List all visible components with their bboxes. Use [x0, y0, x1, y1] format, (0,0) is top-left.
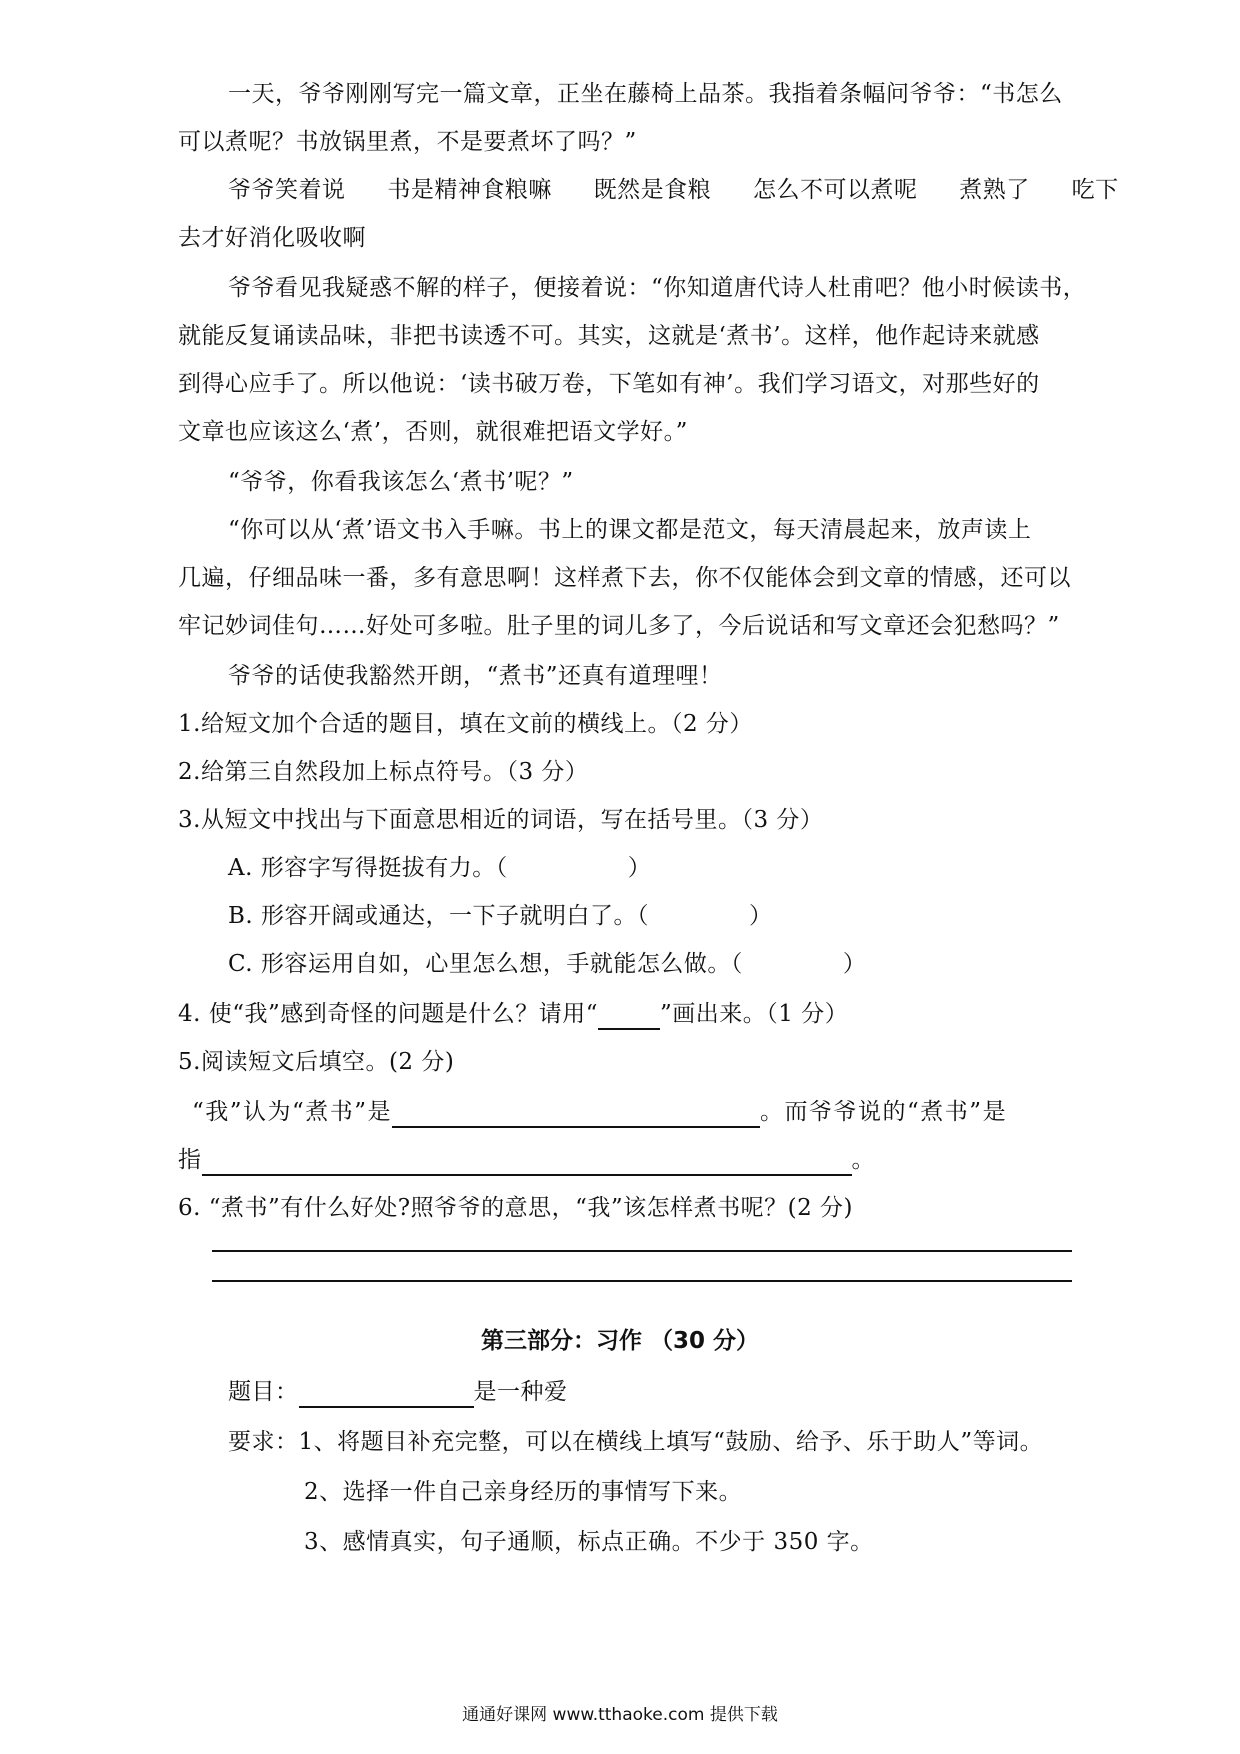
passage-line: 就能反复诵读品味，非把书读透不可。其实，这就是‘煮书’。这样，他作起诗来就感	[178, 323, 1040, 349]
question-text: 。而爷爷说的“煮书”是	[760, 1099, 1008, 1125]
requirement-3: 3、感情真实，句子通顺，标点正确。不少于 350 字。	[304, 1529, 874, 1555]
close-paren: ）	[842, 951, 867, 977]
topic-suffix: 是一种爱	[473, 1379, 568, 1405]
question-3b	[228, 900, 773, 932]
question-3c	[228, 948, 866, 980]
underline-mark	[598, 1002, 660, 1030]
passage-line: 可以煮呢？书放锅里煮，不是要煮坏了吗？”	[178, 129, 637, 155]
footer-watermark: 通通好课网 www.tthaoke.com 提供下载	[462, 1705, 778, 1725]
section-title: 第三部分：习作 （30 分）	[480, 1328, 760, 1354]
passage-line: “爷爷，你看我该怎么‘煮书’呢？”	[228, 469, 574, 495]
text-segment: 既然是食粮	[593, 177, 712, 203]
answer-line[interactable]	[212, 1250, 1072, 1252]
passage-line: 几遍，仔细品味一番，多有意思啊！这样煮下去，你不仅能体会到文章的情感，还可以	[178, 565, 1071, 591]
question-text: ”画出来。（1 分）	[660, 1001, 849, 1027]
passage-line: 文章也应该这么‘煮’，否则，就很难把语文学好。”	[178, 419, 688, 445]
passage-line: 爷爷的话使我豁然开朗，“煮书”还真有道理哩！	[228, 663, 723, 689]
text-segment: 怎么不可以煮呢	[752, 177, 918, 203]
topic-label: 题目：	[228, 1379, 299, 1405]
open-paren: （	[730, 951, 743, 977]
text-segment: 书是精神食粮嘛	[387, 177, 552, 203]
question-text: A. 形容字写得挺拔有力。	[228, 855, 496, 881]
question-text: 。	[851, 1147, 875, 1173]
question-text: C. 形容运用自如，心里怎么想，手就能怎么做。	[228, 951, 731, 977]
composition-topic	[228, 1376, 568, 1408]
passage-line-unpunctuated	[228, 174, 1119, 206]
passage-line: “你可以从‘煮’语文书入手嘛。书上的课文都是范文，每天清晨起来，放声读上	[228, 517, 1032, 543]
question-4	[178, 998, 848, 1030]
passage-line: 一天，爷爷刚刚写完一篇文章，正坐在藤椅上品茶。我指着条幅问爷爷：“书怎么	[228, 81, 1063, 107]
question-text: B. 形容开阔或通达，一下子就明白了。	[228, 903, 638, 929]
answer-line[interactable]	[212, 1280, 1072, 1282]
text-segment: 煮熟了	[959, 177, 1030, 203]
passage-line: 牢记妙词佳句……好处可多啦。肚子里的词儿多了，今后说话和写文章还会犯愁吗？”	[178, 613, 1060, 639]
text-segment: 爷爷笑着说	[228, 177, 346, 203]
question-text: “我”认为“煮书”是	[192, 1099, 393, 1125]
answer-blank[interactable]	[392, 1100, 760, 1128]
passage-line: 到得心应手了。所以他说：‘读书破万卷，下笔如有神’。我们学习语文，对那些好的	[178, 371, 1040, 397]
question-3a	[228, 852, 651, 884]
question-1: 1.给短文加个合适的题目，填在文前的横线上。（2 分）	[178, 711, 753, 737]
question-3: 3.从短文中找出与下面意思相近的词语，写在括号里。（3 分）	[178, 807, 824, 833]
answer-blank[interactable]	[202, 1148, 852, 1176]
text-segment: 吃下	[1071, 177, 1119, 203]
passage-line: 爷爷看见我疑惑不解的样子，便接着说：“你知道唐代诗人杜甫吧？他小时候读书，	[228, 275, 1087, 301]
question-text: 指	[178, 1147, 202, 1173]
requirement-1: 要求：1、将题目补充完整，可以在横线上填写“鼓励、给予、乐于助人”等词。	[228, 1429, 1044, 1455]
passage-line: 去才好消化吸收啊	[178, 225, 366, 251]
question-2: 2.给第三自然段加上标点符号。（3 分）	[178, 759, 589, 785]
open-paren: （	[637, 903, 650, 929]
close-paren: ）	[749, 903, 773, 929]
question-5-line-1	[192, 1096, 1007, 1128]
requirement-2: 2、选择一件自己亲身经历的事情写下来。	[304, 1479, 743, 1505]
question-text: 4. 使“我”感到奇怪的问题是什么？请用“	[178, 1001, 599, 1027]
topic-blank[interactable]	[299, 1380, 474, 1408]
open-paren: （	[495, 855, 508, 881]
question-5-line-2	[178, 1144, 875, 1176]
question-5: 5.阅读短文后填空。(2 分)	[178, 1049, 455, 1075]
question-6: 6. “煮书”有什么好处?照爷爷的意思，“我”该怎样煮书呢？(2 分)	[178, 1195, 854, 1221]
close-paren: ）	[627, 855, 652, 881]
